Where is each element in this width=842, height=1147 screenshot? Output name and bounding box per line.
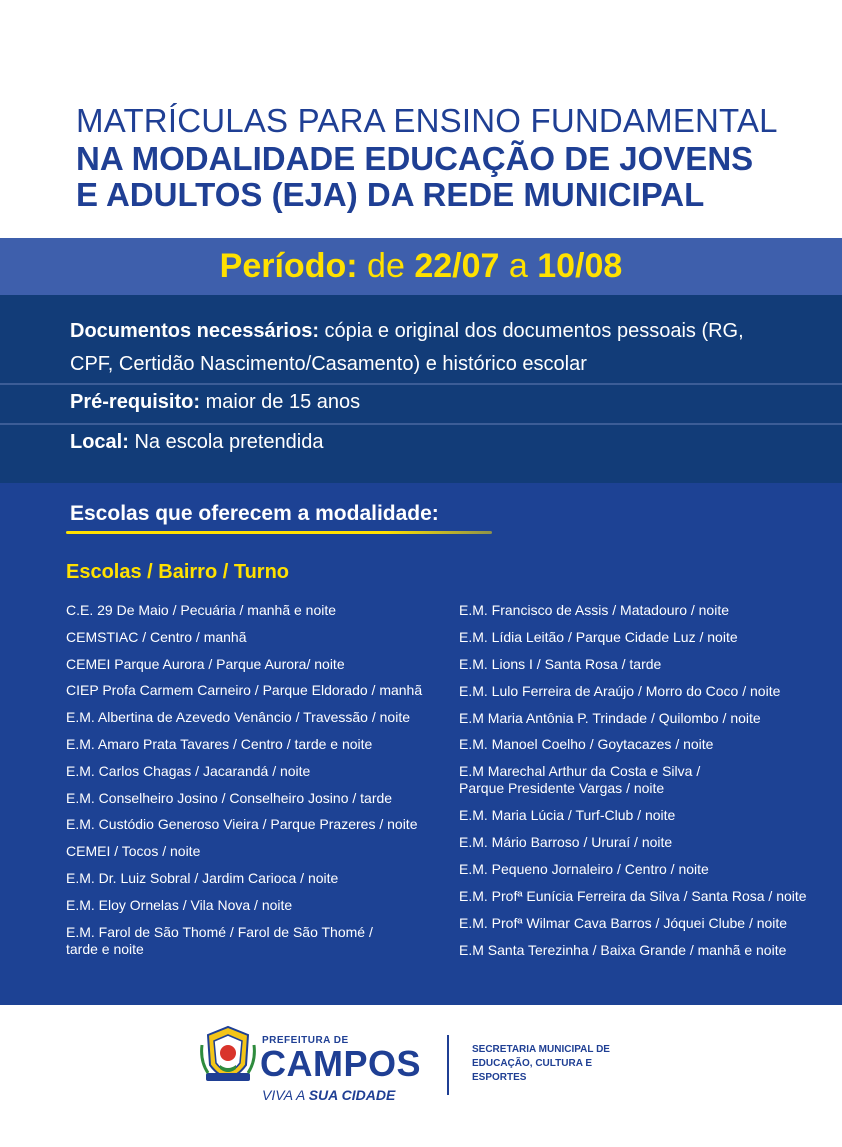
- local-value: Na escola pretendida: [134, 431, 324, 453]
- school-item: E.M Marechal Arthur da Costa e Silva / Parque Presidente Vargas / noite: [459, 763, 701, 797]
- schools-heading: Escolas que oferecem a modalidade:: [70, 502, 439, 525]
- school-item: CIEP Profa Carmem Carneiro / Parque Eldorado / manhã: [66, 682, 423, 699]
- title-line-2: NA MODALIDADE EDUCAÇÃO DE JOVENS: [76, 140, 754, 177]
- period-start-date: 22/07: [414, 247, 500, 285]
- period-text: [0, 247, 842, 286]
- schools-list-left: [66, 602, 436, 967]
- school-item: CEMSTIAC / Centro / manhã: [66, 628, 247, 645]
- period-end-date: 10/08: [537, 247, 623, 285]
- school-item: E.M. Albertina de Azevedo Venâncio / Travessão / noite: [66, 709, 410, 726]
- school-item: E.M. Pequeno Jornaleiro / Centro / noite: [459, 861, 709, 878]
- city-name: CAMPOS: [260, 1043, 422, 1084]
- school-item: E.M. Profª Wilmar Cava Barros / Jóquei Clube / noite: [459, 914, 788, 931]
- footer-divider: [447, 1035, 449, 1095]
- prerequisite-text: [70, 386, 360, 419]
- local-text: [70, 426, 323, 459]
- school-item: E.M. Manoel Coelho / Goytacazes / noite: [459, 736, 714, 753]
- school-item: E.M Santa Terezinha / Baixa Grande / manhã e noite: [459, 941, 787, 958]
- school-item: E.M. Custódio Generoso Vieira / Parque Prazeres / noite: [66, 816, 418, 833]
- footer: [0, 1005, 842, 1147]
- heading-underline: [66, 531, 492, 534]
- school-item: E.M. Lulo Ferreira de Araújo / Morro do Coco / noite: [459, 682, 781, 699]
- school-item: E.M. Maria Lúcia / Turf-Club / noite: [459, 807, 676, 824]
- period-bar: [0, 238, 842, 295]
- local-label: Local:: [70, 431, 129, 453]
- prefeitura-label: PREFEITURA DE: [262, 1035, 349, 1046]
- period-label: Período:: [219, 247, 358, 285]
- period-from-word: de: [367, 247, 405, 285]
- documents-value: cópia e original dos documentos pessoais (RG, CPF, Certidão Nascimento/Casamento) e histórico escolar: [70, 320, 744, 375]
- school-item: E.M. Mário Barroso / Ururaí / noite: [459, 834, 673, 851]
- school-item: E.M. Amaro Prata Tavares / Centro / tarde e noite: [66, 735, 373, 752]
- school-item: E.M. Profª Eunícia Ferreira da Silva / Santa Rosa / noite: [459, 887, 807, 904]
- documents-text: [70, 315, 790, 381]
- school-item: E.M. Francisco de Assis / Matadouro / noite: [459, 602, 730, 618]
- period-to-word: a: [508, 247, 528, 285]
- school-item: E.M. Dr. Luiz Sobral / Jardim Carioca / noite: [66, 869, 339, 886]
- school-item: E.M Maria Antônia P. Trindade / Quilombo / noite: [459, 709, 761, 726]
- school-item: E.M. Farol de São Thomé / Farol de São Thomé / tarde e noite: [66, 923, 373, 957]
- slogan: [262, 1087, 395, 1103]
- documents-row: [0, 295, 842, 383]
- local-row: [0, 423, 842, 483]
- prerequisite-value: maior de 15 anos: [205, 391, 361, 413]
- prerequisite-row: [0, 383, 842, 423]
- school-item: E.M. Lions I / Santa Rosa / tarde: [459, 655, 662, 672]
- secretaria-label: SECRETARIA MUNICIPAL DE EDUCAÇÃO, CULTURA E ESPORTES: [472, 1044, 610, 1083]
- columns-heading: Escolas / Bairro / Turno: [66, 561, 290, 583]
- title-line-3: E ADULTOS (EJA) DA REDE MUNICIPAL: [76, 176, 705, 213]
- schools-section: [0, 483, 842, 1005]
- prerequisite-label: Pré-requisito:: [70, 391, 201, 413]
- slogan-prefix: VIVA A: [262, 1087, 305, 1103]
- schools-list-right: [459, 602, 829, 969]
- school-item: E.M. Carlos Chagas / Jacarandá / noite: [66, 762, 311, 779]
- school-item: CEMEI Parque Aurora / Parque Aurora/ noite: [66, 655, 345, 672]
- school-item: CEMEI / Tocos / noite: [66, 843, 201, 860]
- slogan-bold: SUA CIDADE: [308, 1087, 396, 1103]
- school-item: E.M. Eloy Ornelas / Vila Nova / noite: [66, 896, 293, 913]
- title-line-1: MATRÍCULAS PARA ENSINO FUNDAMENTAL: [76, 102, 778, 139]
- header: [0, 0, 842, 238]
- school-item: C.E. 29 De Maio / Pecuária / manhã e noite: [66, 602, 337, 618]
- school-item: E.M. Lídia Leitão / Parque Cidade Luz / noite: [459, 628, 738, 645]
- documents-label: Documentos necessários:: [70, 320, 319, 342]
- city-coat-of-arms-icon: [200, 1025, 256, 1091]
- school-item: E.M. Conselheiro Josino / Conselheiro Josino / tarde: [66, 789, 393, 806]
- info-block: [0, 295, 842, 483]
